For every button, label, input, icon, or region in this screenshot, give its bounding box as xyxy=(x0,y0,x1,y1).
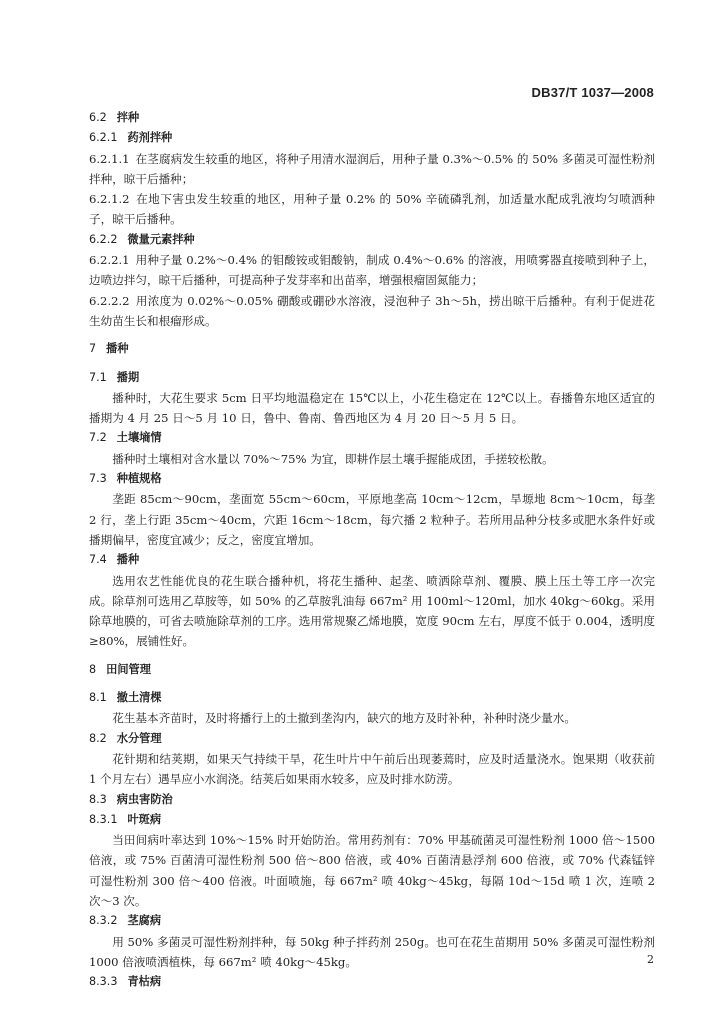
section-number: 8.2 xyxy=(89,731,107,745)
paragraph-text: 播种时，大花生要求 5cm 日平均地温稳定在 15℃以上，小花生稳定在 12℃以上。春播鲁东地区适宜的播期为 4 月 25 日～5 月 10 日，鲁中、鲁南、鲁西地区为 4 月 20 日～5 月 5 日。 xyxy=(89,390,655,426)
paragraph-text: 在地下害虫发生较重的地区，用种子量 0.2% 的 50% 辛硫磷乳剂，加适量水配成乳液均匀喷洒种子，晾干后播种。 xyxy=(89,192,655,227)
section-title: 播期 xyxy=(116,370,140,384)
section-number: 7.2 xyxy=(89,431,107,445)
paragraph-text: 当田间病叶率达到 10%～15% 时开始防治。常用药剂有：70% 甲基硫菌灵可湿性粉剂 1000 倍～1500 倍液，或 75% 百菌清可湿性粉剂 500 倍～800 倍液，或 40% 百菌清悬浮剂 600 倍液，或 70% 代森锰锌可湿性粉剂 300 倍～400 倍液。叶面喷施，每 667m² 喷 40kg～45kg，每隔 10d～15d 喷 1 次，连喷 2 次～3 次。 xyxy=(89,833,655,908)
section-title: 病虫害防治 xyxy=(116,792,173,806)
paragraph xyxy=(89,708,655,728)
paragraph xyxy=(89,749,655,790)
section-number: 7.1 xyxy=(89,370,107,384)
section-number: 8.3.1 xyxy=(89,812,118,826)
section-heading xyxy=(89,428,655,448)
section-heading xyxy=(89,911,655,931)
section-number: 6.2.2 xyxy=(89,232,118,246)
section-title: 田间管理 xyxy=(106,662,151,676)
section-heading xyxy=(89,128,655,148)
paragraph-text: 垄距 85cm～90cm，垄面宽 55cm～60cm，平原地垄高 10cm～12cm，旱塬地 8cm～10cm，每垄 2 行，垄上行距 35cm～40cm，穴距 16cm～18cm，每穴播 2 粒种子。若所用品种分枝多或肥水条件好或播期偏早，密度宜减少；反之，密度宜增加。 xyxy=(89,492,655,547)
section-number: 8.3.3 xyxy=(89,975,118,989)
section-title: 播种 xyxy=(106,342,129,356)
section-heading xyxy=(89,339,655,359)
paragraph xyxy=(89,449,655,469)
standard-code: DB37/T 1037—2008 xyxy=(531,85,654,100)
paragraph xyxy=(89,250,655,291)
paragraph-text: 用种子量 0.2%～0.4% 的钼酸铵或钼酸钠，制成 0.4%～0.6% 的溶液，用喷雾器直接喷到种子上，边喷边拌匀，晾干后播种，可提高种子发芽率和出苗率，增强根瘤固氮能力； xyxy=(89,253,655,288)
section-number: 8.3.2 xyxy=(89,914,118,928)
section-number: 6.2 xyxy=(89,111,107,124)
page-number: 2 xyxy=(647,953,654,966)
paragraph xyxy=(89,932,655,973)
section-number: 6.2.1 xyxy=(89,131,118,145)
clause-number: 6.2.1.1 xyxy=(89,151,130,166)
clause-number: 6.2.2.1 xyxy=(89,253,130,268)
clause-number: 6.2.1.2 xyxy=(89,192,130,207)
section-heading xyxy=(89,108,655,128)
paragraph-text: 用 50% 多菌灵可湿性粉剂拌种，每 50kg 种子拌药剂 250g。也可在花生苗期用 50% 多菌灵可湿性粉剂 1000 倍液喷洒植株，每 667m² 喷 40kg～45kg。 xyxy=(89,934,655,969)
paragraph xyxy=(89,388,655,429)
paragraph-text: 播种时土壤相对含水量以 70%～75% 为宜，即耕作层土壤手握能成团，手搓较松散。 xyxy=(112,451,554,466)
section-title: 茎腐病 xyxy=(127,914,162,928)
paragraph-text: 在茎腐病发生较重的地区，将种子用清水湿润后，用种子量 0.3%～0.5% 的 50% 多菌灵可湿性粉剂拌种，晾干后播种； xyxy=(89,151,655,186)
section-title: 叶斑病 xyxy=(127,812,162,826)
section-number: 7.4 xyxy=(89,553,107,567)
section-heading xyxy=(89,230,655,250)
section-number: 7.3 xyxy=(89,472,107,486)
section-title: 种植规格 xyxy=(116,472,162,486)
paragraph-text: 选用农艺性能优良的花生联合播种机，将花生播种、起垄、喷洒除草剂、覆膜、膜上压土等工序一次完成。除草剂可选用乙草胺等，如 50% 的乙草胺乳油每 667m² 用 100ml～120ml，加水 40kg～60kg。采用除草地膜的，可省去喷施除草剂的工序。选用常规聚乙烯地膜，宽度 90cm 左右，厚度不低于 0.004，透明度≥80%，展铺性好。 xyxy=(89,573,655,649)
section-title: 撤土清棵 xyxy=(116,691,162,705)
paragraph-text: 花针期和结荚期，如果天气持续干旱，花生叶片中午前后出现萎蔫时，应及时适量浇水。饱果期（收获前 1 个月左右）遇旱应小水润浇。结荚后如果雨水较多，应及时排水防涝。 xyxy=(89,751,655,787)
paragraph xyxy=(89,291,655,332)
section-number: 8 xyxy=(89,662,97,676)
section-heading xyxy=(89,550,655,570)
section-title: 播种 xyxy=(116,553,140,567)
paragraph xyxy=(89,489,655,550)
section-heading xyxy=(89,972,655,992)
section-number: 7 xyxy=(89,342,97,356)
section-heading xyxy=(89,660,655,680)
section-number: 8.3 xyxy=(89,792,107,806)
section-title: 土壤墒情 xyxy=(116,431,162,445)
section-heading xyxy=(89,368,655,388)
section-heading xyxy=(89,688,655,708)
section-number: 8.1 xyxy=(89,691,107,705)
section-title: 水分管理 xyxy=(116,731,162,745)
paragraph xyxy=(89,571,655,652)
section-title: 微量元素拌种 xyxy=(127,232,195,246)
paragraph xyxy=(89,189,655,230)
section-heading xyxy=(89,810,655,830)
section-title: 药剂拌种 xyxy=(127,131,173,145)
document-body xyxy=(89,108,655,992)
clause-number: 6.2.2.2 xyxy=(89,293,130,308)
paragraph-text: 用浓度为 0.02%～0.05% 硼酸或硼砂水溶液，浸泡种子 3h～5h，捞出晾干后播种。有利于促进花生幼苗生长和根瘤形成。 xyxy=(89,293,655,328)
section-heading xyxy=(89,790,655,810)
paragraph xyxy=(89,830,655,911)
section-title: 拌种 xyxy=(116,111,140,124)
section-heading xyxy=(89,469,655,489)
paragraph-text: 花生基本齐苗时，及时将播行上的土撤到垄沟内，缺穴的地方及时补种，补种时浇少量水。 xyxy=(112,711,576,726)
section-heading xyxy=(89,729,655,749)
paragraph xyxy=(89,149,655,190)
section-title: 青枯病 xyxy=(127,975,162,989)
